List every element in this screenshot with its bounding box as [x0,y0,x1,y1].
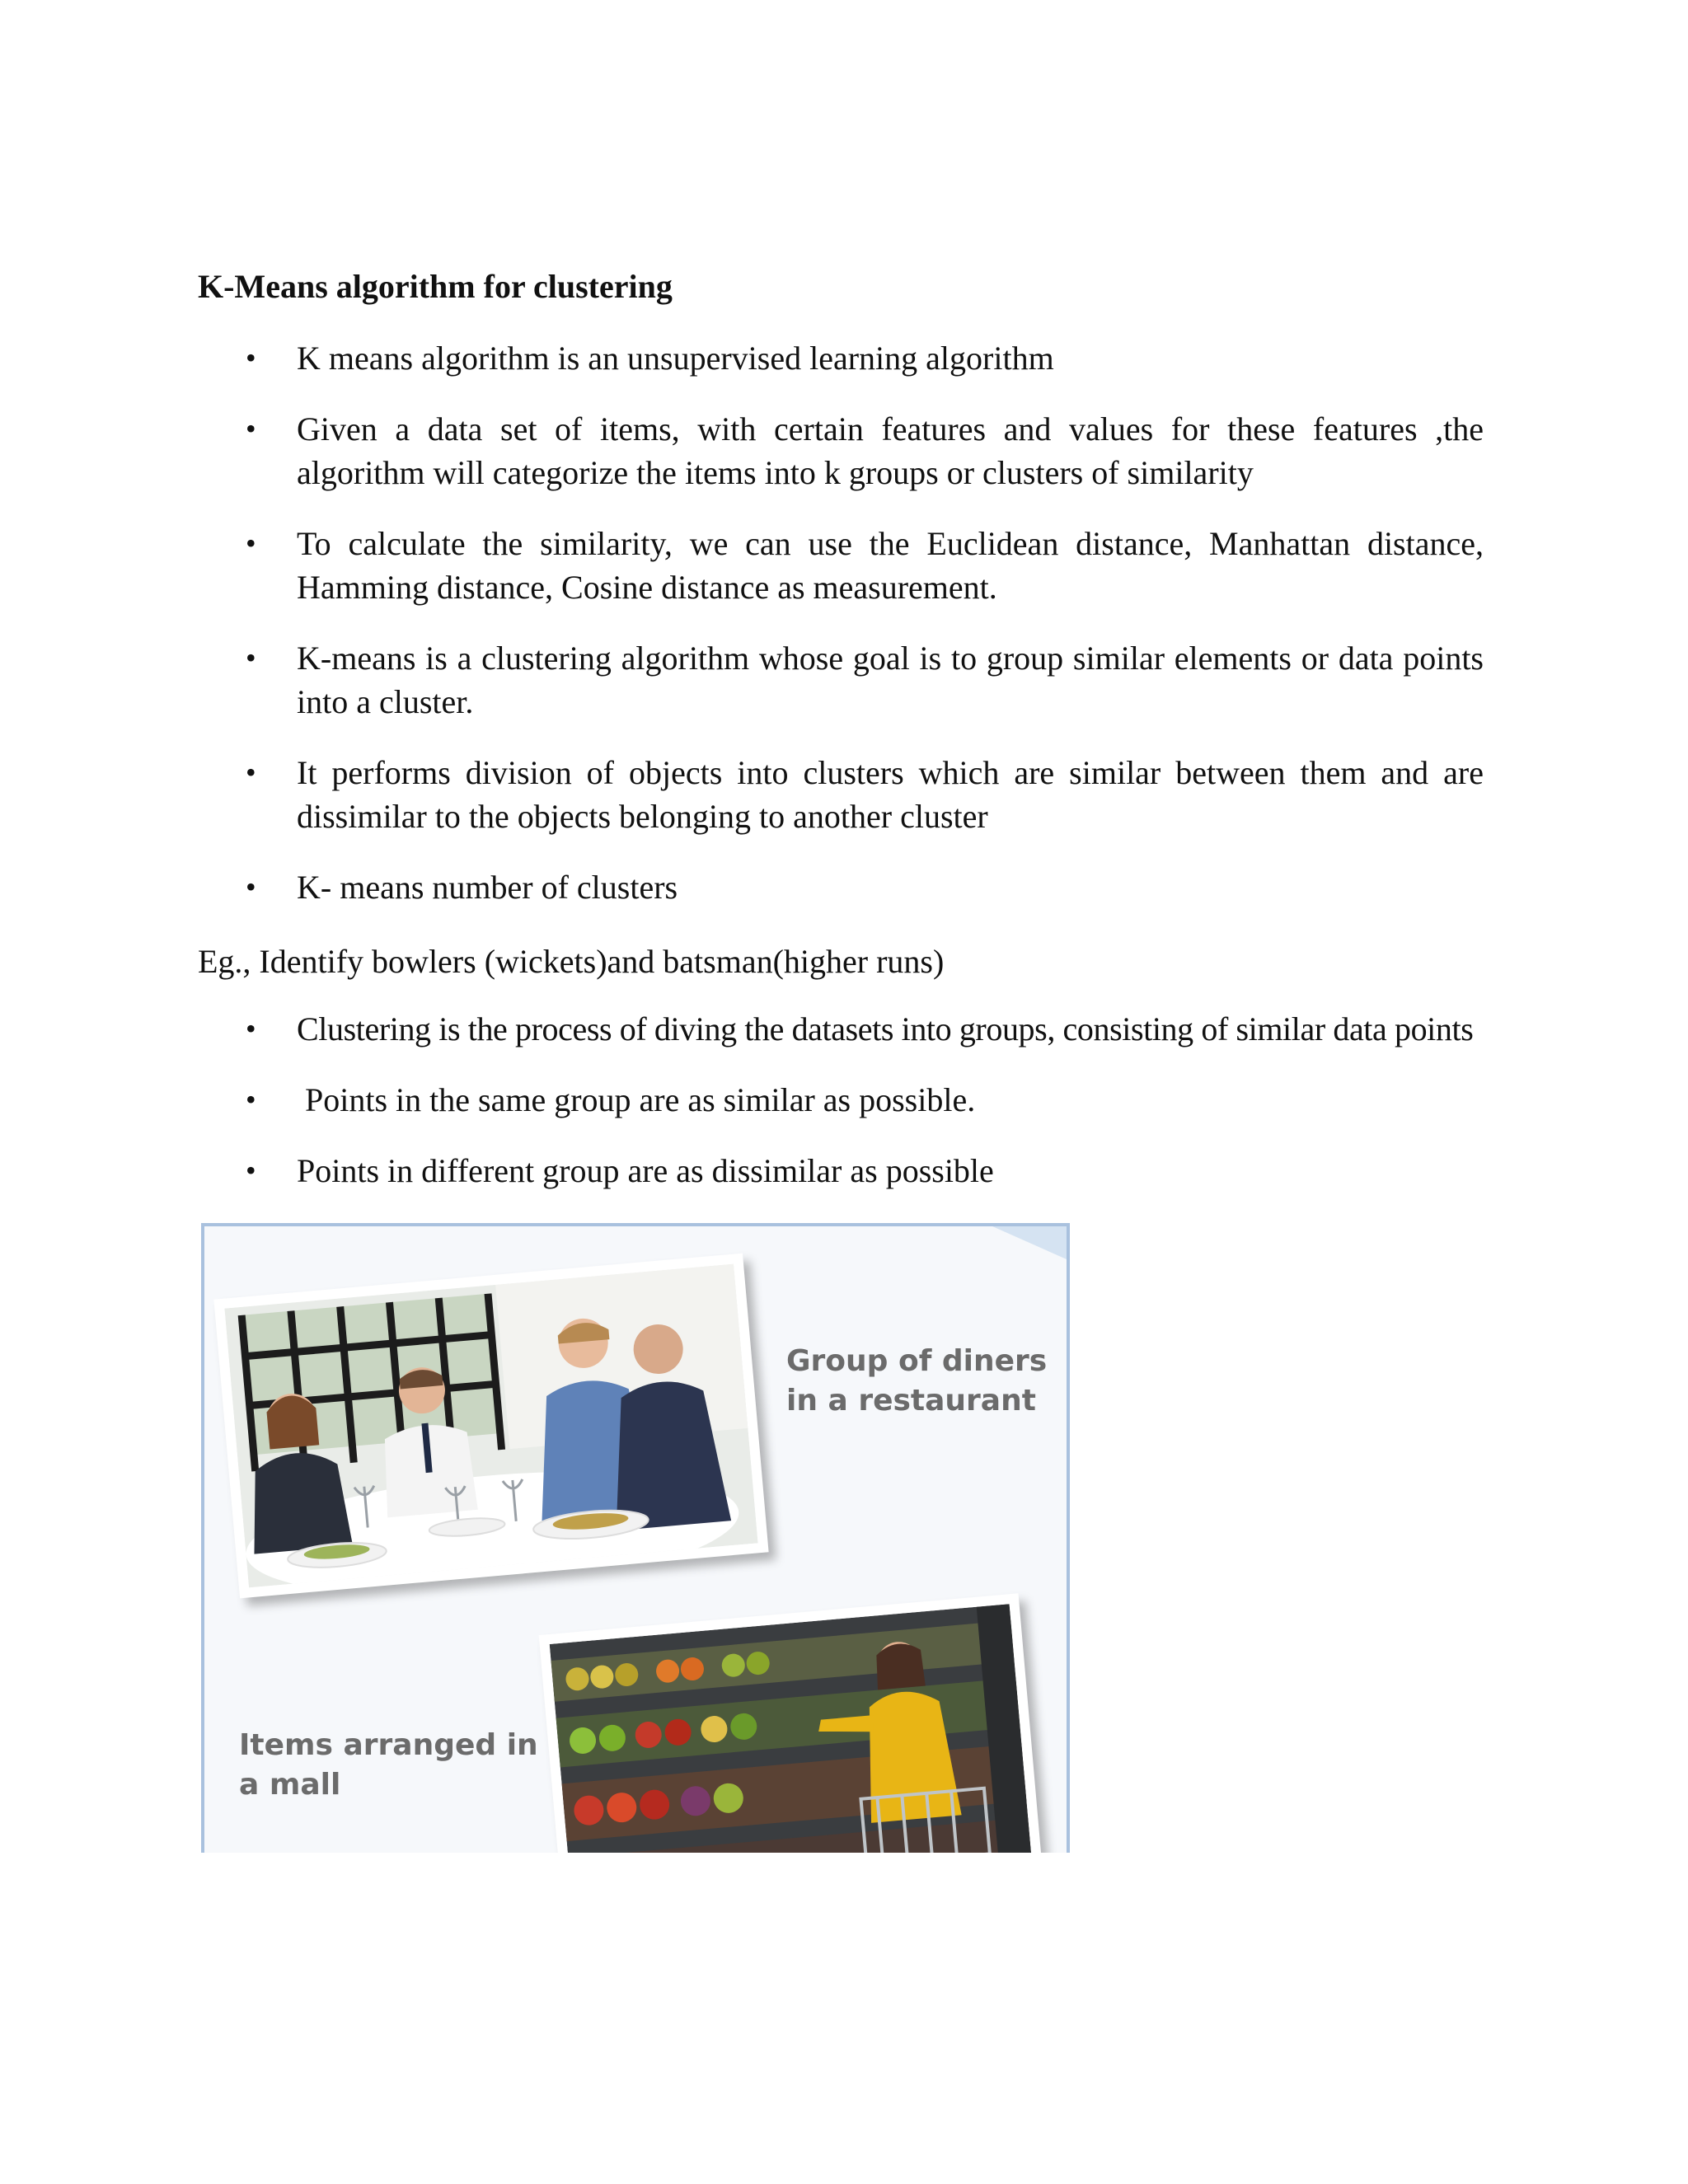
diners-illustration [224,1264,757,1588]
list-item: • K- means number of clusters [198,865,1484,909]
list-item: • Clustering is the process of diving the datasets into groups, consisting of similar data points [198,1007,1484,1051]
list-item: • Given a data set of items, with certain features and values for these features ,the algorithm will categorize the items into k groups or clusters of similarity [198,407,1484,494]
list-item: • It performs division of objects into clusters which are similar between them and are dissimilar to the objects belonging to another cluster [198,751,1484,838]
bullet-list-intro [198,336,1484,936]
bullet-icon: • [246,1154,256,1187]
list-item: • K-means is a clustering algorithm whose goal is to group similar elements or data points into a cluster. [198,636,1484,724]
section-heading: K-Means algorithm for clustering [198,268,673,305]
mall-illustration [550,1604,1034,1853]
diners-photo [213,1254,768,1599]
mall-caption: Items arranged in a mall [239,1728,538,1802]
list-item: • Points in different group are as dissimilar as possible [198,1149,1484,1193]
diners-caption: Group of diners in a restaurant [786,1344,1048,1418]
slide-corner-decoration [992,1226,1067,1259]
bullet-icon: • [246,1083,256,1116]
example-line: Eg., Identify bowlers (wickets)and batsman(higher runs) [198,943,945,980]
list-item: • Points in the same group are as similar as possible. [198,1078,1484,1122]
clustering-examples-figure [201,1223,1070,1853]
bullet-list-clustering [198,1007,1484,1220]
bullet-icon: • [246,641,256,674]
bullet-icon: • [246,870,256,903]
bullet-icon: • [246,527,256,560]
list-item: • To calculate the similarity, we can use the Euclidean distance, Manhattan distance, Hamming distance, Cosine distance as measurement. [198,522,1484,609]
bullet-icon: • [246,756,256,789]
list-item: • K means algorithm is an unsupervised learning algorithm [198,336,1484,380]
bullet-icon: • [246,341,256,374]
bullet-icon: • [246,1012,256,1045]
bullet-icon: • [246,412,256,445]
mall-photo [539,1593,1044,1853]
